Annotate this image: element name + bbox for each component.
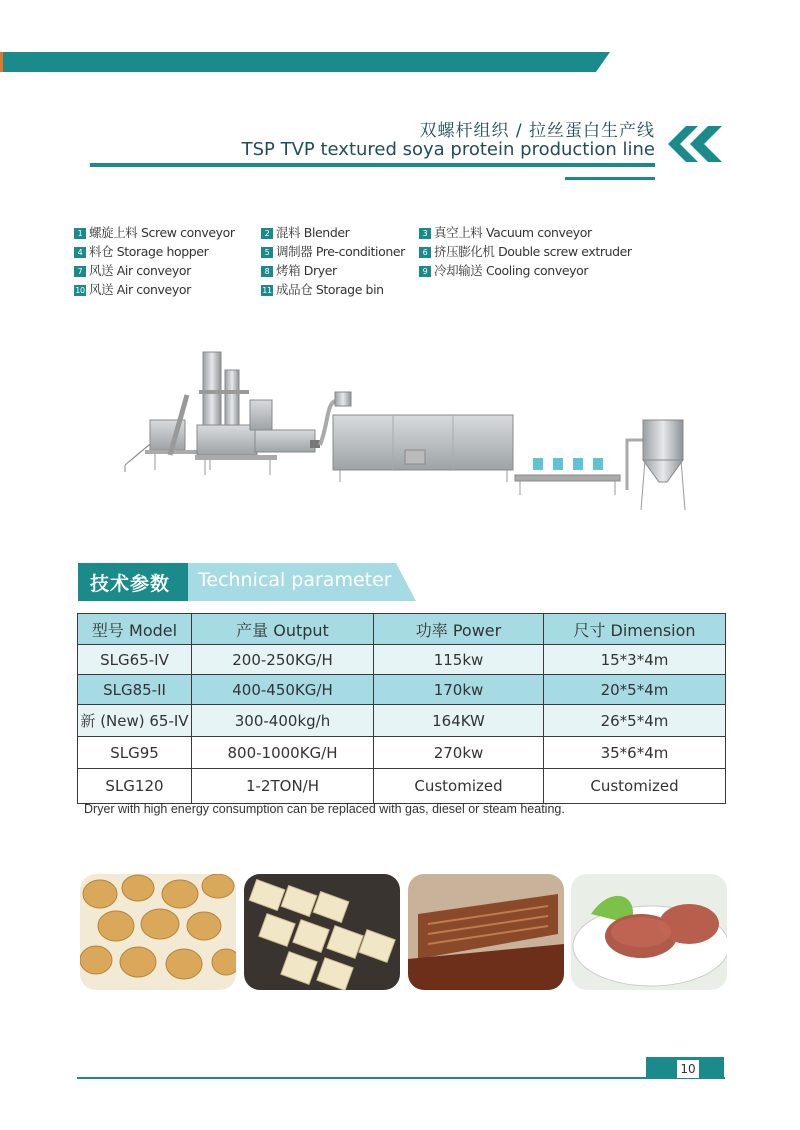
legend-item-11: 11 成品仓 Storage bin <box>262 282 384 297</box>
footer-line <box>77 1077 725 1079</box>
header-output: 产量 Output <box>192 614 374 645</box>
photo-soy-chunks <box>80 874 236 990</box>
production-line-illustration <box>115 330 715 530</box>
top-band <box>0 52 610 72</box>
legend-item-8: 8 烤箱 Dryer <box>261 261 337 279</box>
header-dimension: 尺寸 Dimension <box>544 614 726 645</box>
header-power: 功率 Power <box>374 614 544 645</box>
title-divider-short <box>565 177 655 180</box>
table-row <box>78 645 726 675</box>
table-row <box>78 737 726 769</box>
legend-item-2: 2 混料 Blender <box>261 223 349 241</box>
photo-tofu-strips <box>244 874 400 990</box>
title-divider <box>90 163 655 167</box>
cell-output: 1-2TON/H <box>192 769 374 804</box>
dryer-note: Dryer with high energy consumption can be replaced with gas, diesel or steam heating. <box>84 802 565 816</box>
legend-item-7: 7 风送 Air conveyor <box>74 261 191 279</box>
cell-dimension: 35*6*4m <box>544 737 726 769</box>
legend-item-4: 4 料仓 Storage hopper <box>74 242 208 260</box>
cell-model: SLG95 <box>78 737 192 769</box>
legend-item-5: 5 调制器 Pre-conditioner <box>261 242 405 260</box>
legend-item-9: 9 冷却输送 Cooling conveyor <box>419 261 588 279</box>
legend-item-3: 3 真空上料 Vacuum conveyor <box>419 223 592 241</box>
cell-output: 200-250KG/H <box>192 645 374 675</box>
table-row <box>78 675 726 705</box>
cell-dimension: 26*5*4m <box>544 705 726 737</box>
cell-output: 300-400kg/h <box>192 705 374 737</box>
title-english: TSP TVP textured soya protein production line <box>241 139 655 160</box>
cell-dimension: 15*3*4m <box>544 645 726 675</box>
cell-power: Customized <box>374 769 544 804</box>
cell-model: SLG65-IV <box>78 645 192 675</box>
table-header-row <box>78 614 726 645</box>
cell-dimension: 20*5*4m <box>544 675 726 705</box>
section-title-chinese: 技术参数 <box>90 573 171 595</box>
photo-textured-protein <box>408 874 564 990</box>
cell-power: 270kw <box>374 737 544 769</box>
legend-item-10: 10 风送 Air conveyor <box>75 282 191 297</box>
cell-power: 115kw <box>374 645 544 675</box>
table-row <box>78 705 726 737</box>
title-chinese: 双螺杆组织 / 拉丝蛋白生产线 <box>419 121 655 141</box>
legend-item-1: 1 螺旋上料 Screw conveyor <box>74 223 235 241</box>
table-row <box>78 769 726 804</box>
header-model: 型号 Model <box>78 614 192 645</box>
section-title-english: Technical parameter <box>198 569 392 591</box>
cell-output: 400-450KG/H <box>192 675 374 705</box>
technical-parameter-table <box>77 613 726 804</box>
photo-burger-patties <box>571 874 727 990</box>
cell-dimension: Customized <box>544 769 726 804</box>
cell-model: SLG85-II <box>78 675 192 705</box>
page-number: 10 <box>676 1059 700 1079</box>
cell-model: 新 (New) 65-IV <box>78 705 192 737</box>
legend-item-6: 6 挤压膨化机 Double screw extruder <box>419 242 632 260</box>
cell-model: SLG120 <box>78 769 192 804</box>
cell-power: 164KW <box>374 705 544 737</box>
double-chevron-left-icon <box>664 126 724 162</box>
cell-power: 170kw <box>374 675 544 705</box>
cell-output: 800-1000KG/H <box>192 737 374 769</box>
